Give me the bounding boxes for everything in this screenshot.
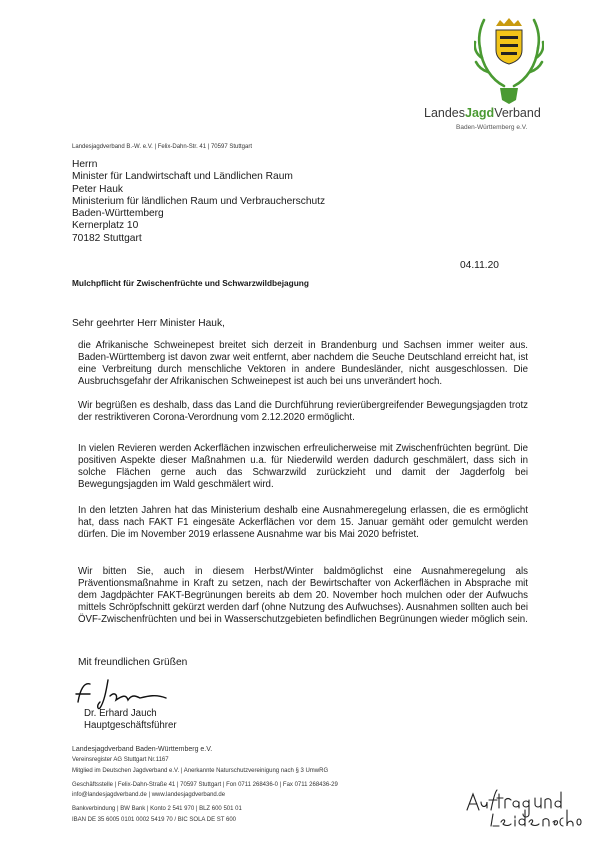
org-subtitle: Baden-Württemberg e.V. — [456, 124, 528, 131]
address-line: Kernerplatz 10 — [72, 220, 139, 232]
body-paragraph: die Afrikanische Schweinepest breitet sich derzeit in Brandenburg und Sachsen immer weiter aus. Baden-Württemberg ist davon zwar weit entfernt, aber nachdem die Seuche Deutschland erreicht hat, ist eine Verbreitung durch menschliche Vektoren in andere Bundesländer, nicht ausgeschlossen. Die Ausbruchsgefahr der Afrikanischen Schweinepest ist auch bei uns unverändert hoch. — [78, 340, 528, 387]
greeting: Sehr geehrter Herr Minister Hauk, — [72, 318, 225, 329]
slogan-handwritten-logo — [463, 780, 583, 830]
landesjagdverband-logo — [474, 14, 544, 104]
footer-line: IBAN DE 35 6005 0101 0002 5419 70 / BIC SOLA DE ST 600 — [72, 817, 236, 823]
address-line: Minister für Landwirtschaft und Ländlichen Raum — [72, 171, 293, 183]
org-name: LandesJagdVerband — [424, 106, 541, 120]
footer-line: Geschäftsstelle | Felix-Dahn-Straße 41 | 70597 Stuttgart | Fon 0711 268436-0 | Fax 0711 268436-29 — [72, 782, 338, 788]
address-line: Ministerium für ländlichen Raum und Verbraucherschutz — [72, 195, 326, 207]
closing: Mit freundlichen Grüßen — [78, 657, 188, 668]
handwritten-signature — [70, 672, 190, 712]
address-line: Peter Hauk — [72, 183, 123, 195]
address-line: 70182 Stuttgart — [72, 232, 142, 244]
footer-line: info@landesjagdverband.de | www.landesjagdverband.de — [72, 792, 226, 798]
body-paragraph: In vielen Revieren werden Ackerflächen inzwischen erfreulicherweise mit Zwischenfrüchten begrünt. Die positiven Aspekte dieser Maßnahmen u.a. für Niederwild werden dadurch geschmälert, dass sich in solche Flächen gerne auch das Schwarzwild zurückzieht und damit der Jagderfolg bei Bewegungsjagden im Wald geschmälert wird. — [78, 443, 528, 490]
signer-block — [84, 708, 177, 732]
sender-line: Landesjagdverband B.-W. e.V. | Felix-Dahn-Str. 41 | 70597 Stuttgart — [72, 144, 252, 150]
signer-name: Dr. Erhard Jauch — [84, 708, 157, 719]
body-paragraph: Wir bitten Sie, auch in diesem Herbst/Winter baldmöglichst eine Ausnahmeregelung als Präventionsmaßnahme in Kraft zu setzen, nach der Bewirtschafter von Ackerflächen in Absprache mit dem Jagdpächter FAKT-Begrünungen bereits ab dem 20. November hoch mulchen oder der Aufwuchs mittels Schröpfschnitt gekürzt werden darf (ohne Nutzung des Aufwuchses). Ausnahmen sollten auch bei ÖVF-Zwischenfrüchten und bei in Wasserschutzgebieten befindlichen Begrünungen wieder möglich sein. — [78, 566, 528, 625]
signer-title: Hauptgeschäftsführer — [84, 720, 177, 731]
footer-line: Vereinsregister AG Stuttgart Nr.1167 — [72, 757, 169, 763]
address-line: Baden-Württemberg — [72, 208, 164, 220]
body-paragraph: Wir begrüßen es deshalb, dass das Land die Durchführung revierübergreifender Bewegungsjagden trotz der restriktiveren Corona-Verordnung vom 2.12.2020 ermöglicht. — [78, 400, 528, 423]
body-paragraph: In den letzten Jahren hat das Ministerium deshalb eine Ausnahmeregelung erlassen, die es ermöglicht hat, dass nach FAKT F1 eingesäte Ackerflächen vor dem 15. Januar gemäht oder gemulcht werden dürfen. Die im November 2019 erlassene Ausnahme war bis Mai 2020 befristet. — [78, 505, 528, 540]
footer-line: Bankverbindung | BW Bank | Konto 2 541 970 | BLZ 600 501 01 — [72, 806, 242, 812]
footer-line: Landesjagdverband Baden-Württemberg e.V. — [72, 746, 213, 753]
letter-subject: Mulchpflicht für Zwischenfrüchte und Schwarzwildbejagung — [72, 278, 309, 288]
recipient-address — [72, 159, 325, 245]
address-line: Herrn — [72, 159, 98, 170]
footer-line: Mitglied im Deutschen Jagdverband e.V. | Anerkannte Naturschutzvereinigung nach § 3 UmwRG — [72, 768, 329, 774]
letter-date: 04.11.20 — [460, 260, 499, 271]
